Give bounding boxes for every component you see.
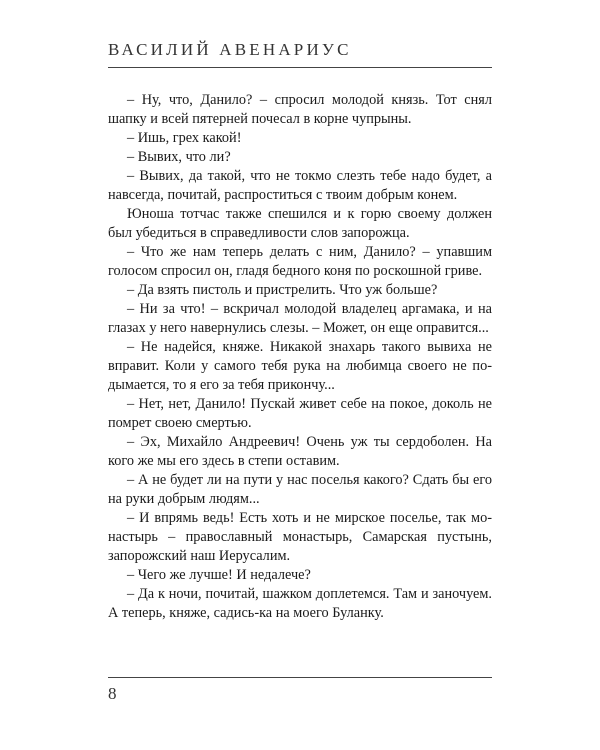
paragraph: – Нет, нет, Данило! Пускай живет себе на покое, доколь не помрет своею смертью. bbox=[108, 396, 492, 431]
paragraph: – Да взять пистоль и пристрелить. Что уж больше? bbox=[127, 282, 438, 298]
footer-rule bbox=[108, 677, 492, 678]
paragraph: – Ишь, грех какой! bbox=[127, 130, 242, 146]
paragraph: – Чего же лучше! И недалече? bbox=[127, 567, 311, 583]
body-text bbox=[108, 91, 492, 623]
header-rule bbox=[108, 67, 492, 68]
paragraph: – А не будет ли на пути у нас поселья какого? Сдать бы его на руки добрым людям... bbox=[108, 472, 492, 507]
paragraph: – И впрямь ведь! Есть хоть и не мирское поселье, так монастырь – православный монастырь, Самарская пустынь, запорожский наш Иерусалим. bbox=[108, 510, 492, 564]
paragraph: – Да к ночи, почитай, шажком доплетемся. Там и заночуем. А теперь, княже, садись-ка на моего Буланку. bbox=[108, 586, 492, 621]
paragraph: – Не надейся, княже. Никакой знахарь такого вывиха не вправит. Коли у самого тебя рука на любимца своего не подымается, то я его за тебя прикончу... bbox=[108, 339, 492, 393]
paragraph: – Ни за что! – вскричал молодой владелец аргамака, и на глазах у него навернулись слезы. – Может, он еще оправится... bbox=[108, 301, 492, 336]
paragraph: – Эх, Михайло Андреевич! Очень уж ты сердоболен. На кого же мы его здесь в степи оставим. bbox=[108, 434, 492, 469]
paragraph: – Ну, что, Данило? – спросил молодой князь. Тот снял шапку и всей пятерней почесал в корне чупрыны. bbox=[108, 92, 492, 127]
running-header: ВАСИЛИЙ АВЕНАРИУС bbox=[108, 40, 352, 59]
paragraph: – Вывих, что ли? bbox=[127, 149, 231, 165]
paragraph: – Вывих, да такой, что не токмо слезть тебе надо будет, а навсегда, почитай, распроститься с твоим добрым конем. bbox=[108, 168, 492, 203]
paragraph: – Что же нам теперь делать с ним, Данило? – упавшим голосом спросил он, гладя бедного коня по роскошной гриве. bbox=[108, 244, 492, 279]
paragraph: Юноша тотчас также спешился и к горю своему должен был убедиться в справедливости слов запорожца. bbox=[108, 206, 492, 241]
page-number: 8 bbox=[108, 684, 117, 703]
